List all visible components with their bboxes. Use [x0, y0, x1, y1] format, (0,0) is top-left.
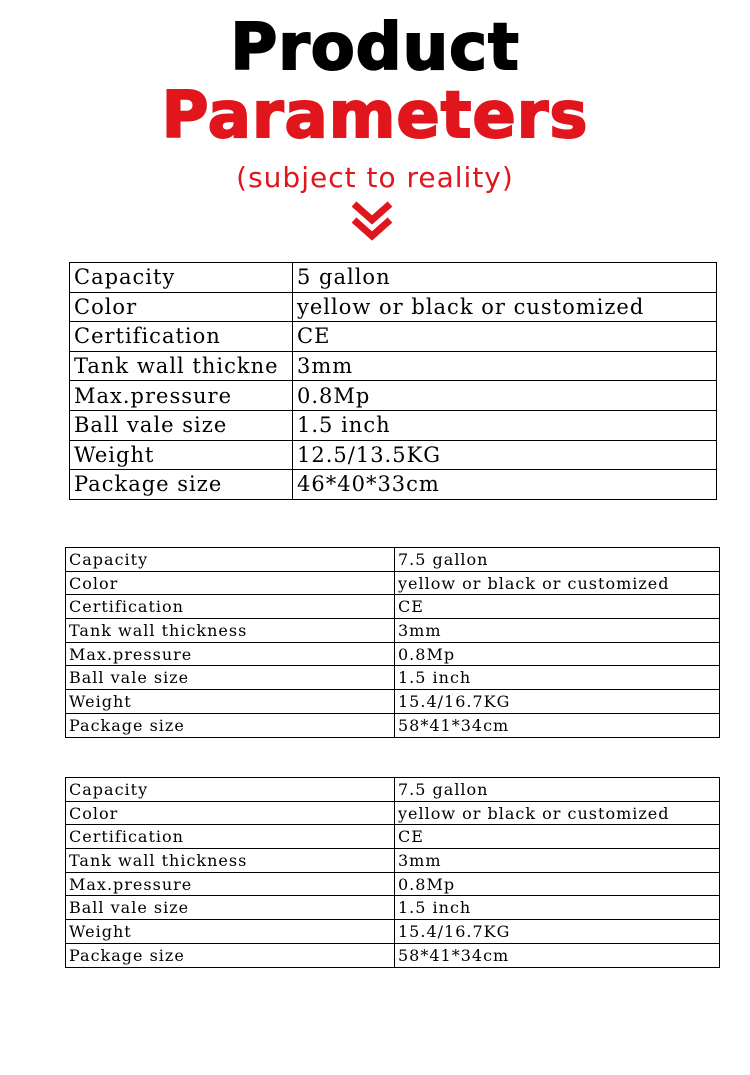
row-label: Color: [66, 801, 395, 825]
table-row: [66, 619, 720, 643]
row-label: Max.pressure: [66, 642, 395, 666]
row-value: 0.8Mp: [293, 381, 717, 411]
table-row: [66, 690, 720, 714]
table-row: [66, 872, 720, 896]
row-label: Capacity: [70, 263, 293, 293]
title-product: Product: [230, 11, 520, 85]
double-chevron-down-icon: [348, 200, 396, 244]
row-label: Max.pressure: [70, 381, 293, 411]
parameters-table-5-gallon: [69, 262, 717, 500]
table-row: [66, 713, 720, 737]
row-value: 1.5 inch: [395, 666, 720, 690]
row-value: 0.8Mp: [395, 872, 720, 896]
table-row: [70, 263, 717, 293]
row-value: 15.4/16.7KG: [395, 690, 720, 714]
row-label: Certification: [70, 322, 293, 352]
row-value: yellow or black or customized: [395, 801, 720, 825]
row-value: 5 gallon: [293, 263, 717, 293]
table-row: [70, 440, 717, 470]
row-label: Weight: [66, 920, 395, 944]
row-label: Ball vale size: [66, 896, 395, 920]
row-label: Tank wall thickne: [70, 351, 293, 381]
row-value: yellow or black or customized: [293, 292, 717, 322]
row-value: CE: [293, 322, 717, 352]
row-label: Color: [66, 571, 395, 595]
table-row: [70, 381, 717, 411]
row-label: Weight: [70, 440, 293, 470]
row-value: 7.5 gallon: [395, 778, 720, 802]
row-value: 3mm: [395, 849, 720, 873]
row-value: 15.4/16.7KG: [395, 920, 720, 944]
table-row: [70, 322, 717, 352]
row-value: 1.5 inch: [293, 410, 717, 440]
title-parameters: Parameters: [161, 79, 589, 153]
row-label: Certification: [66, 825, 395, 849]
row-label: Tank wall thickness: [66, 849, 395, 873]
row-label: Weight: [66, 690, 395, 714]
row-value: 12.5/13.5KG: [293, 440, 717, 470]
row-label: Tank wall thickness: [66, 619, 395, 643]
row-value: yellow or black or customized: [395, 571, 720, 595]
table-row: [70, 351, 717, 381]
row-value: 3mm: [395, 619, 720, 643]
subtitle: (subject to reality): [236, 161, 514, 194]
row-label: Capacity: [66, 548, 395, 572]
row-value: 3mm: [293, 351, 717, 381]
row-value: CE: [395, 825, 720, 849]
table-row: [66, 666, 720, 690]
table-row: [66, 548, 720, 572]
table-row: [70, 292, 717, 322]
row-value: 0.8Mp: [395, 642, 720, 666]
row-label: Color: [70, 292, 293, 322]
table-row: [66, 571, 720, 595]
table-row: [66, 943, 720, 967]
table-row: [66, 896, 720, 920]
table-row: [66, 595, 720, 619]
row-value: CE: [395, 595, 720, 619]
row-label: Package size: [66, 943, 395, 967]
row-value: 7.5 gallon: [395, 548, 720, 572]
table-row: [66, 825, 720, 849]
table-row: [66, 778, 720, 802]
row-label: Max.pressure: [66, 872, 395, 896]
row-value: 46*40*33cm: [293, 470, 717, 500]
table-row: [70, 410, 717, 440]
row-label: Package size: [70, 470, 293, 500]
row-value: 1.5 inch: [395, 896, 720, 920]
table-row: [66, 801, 720, 825]
row-value: 58*41*34cm: [395, 943, 720, 967]
table-row: [66, 920, 720, 944]
parameters-table-7-5-gallon-2: [65, 777, 720, 968]
table-row: [66, 849, 720, 873]
row-label: Certification: [66, 595, 395, 619]
row-value: 58*41*34cm: [395, 713, 720, 737]
parameters-table-7-5-gallon: [65, 547, 720, 738]
table-row: [70, 470, 717, 500]
row-label: Package size: [66, 713, 395, 737]
table-row: [66, 642, 720, 666]
row-label: Ball vale size: [66, 666, 395, 690]
row-label: Ball vale size: [70, 410, 293, 440]
row-label: Capacity: [66, 778, 395, 802]
